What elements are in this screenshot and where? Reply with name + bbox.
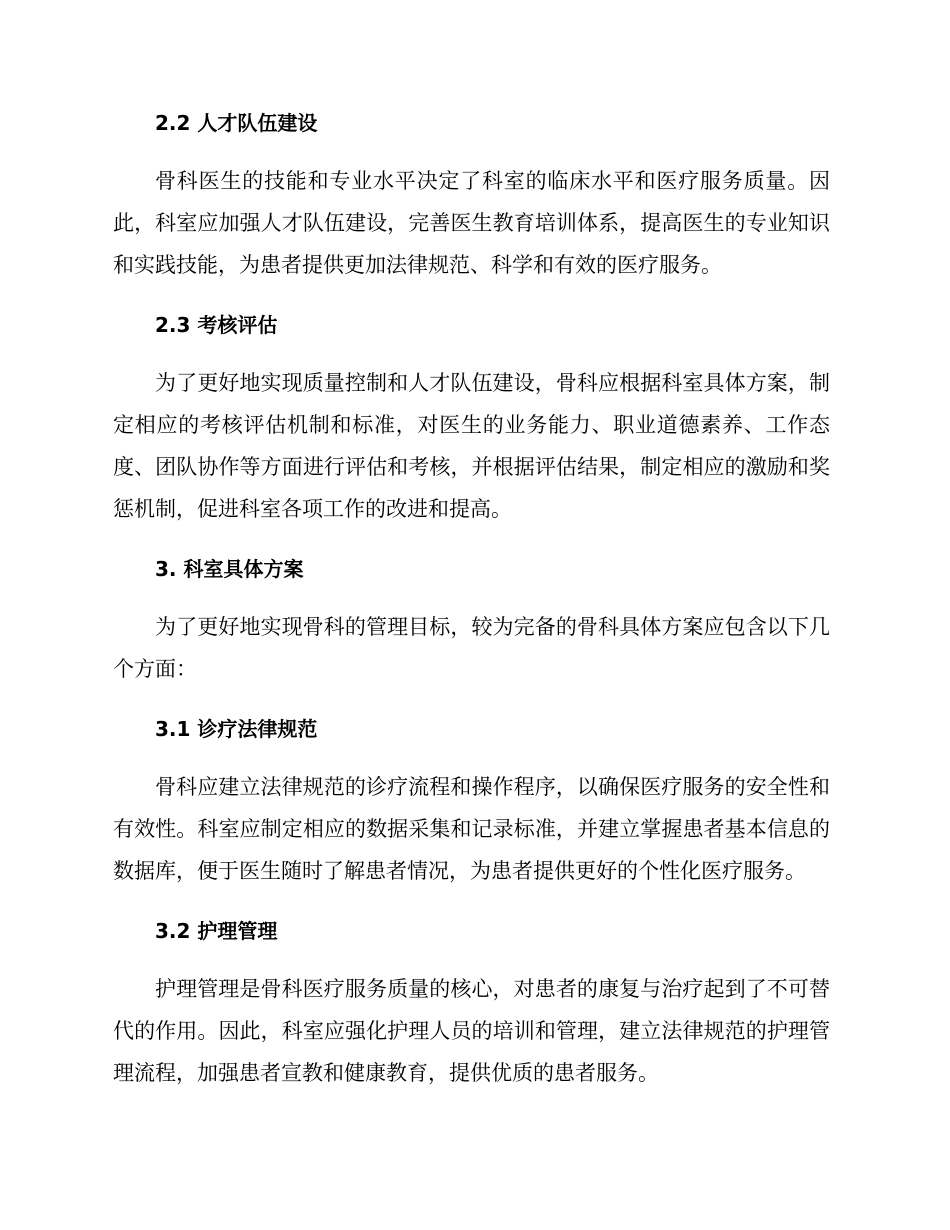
section-heading-3-1: 3.1 诊疗法律规范 (155, 717, 318, 741)
section-heading-3-2: 3.2 护理管理 (155, 919, 278, 943)
section-body-3-1: 骨科应建立法律规范的诊疗流程和操作程序，以确保医疗服务的安全性和有效性。科室应制定相应的数据采集和记录标准，并建立掌握患者基本信息的数据库，便于医生随时了解患者情况，为患者提供更好的个性化医疗服务。 (113, 775, 830, 883)
section-body-2-2: 骨科医生的技能和专业水平决定了科室的临床水平和医疗服务质量。因此，科室应加强人才队伍建设，完善医生教育培训体系，提高医生的专业知识和实践技能，为患者提供更加法律规范、科学和有效的医疗服务。 (113, 169, 830, 277)
section-heading-2-3: 2.3 考核评估 (155, 313, 278, 337)
section-body-3-2: 护理管理是骨科医疗服务质量的核心，对患者的康复与治疗起到了不可替代的作用。因此，科室应强化护理人员的培训和管理，建立法律规范的护理管理流程，加强患者宣教和健康教育，提供优质的患者服务。 (113, 977, 830, 1085)
section-heading-2-2: 2.2 人才队伍建设 (155, 111, 318, 135)
section-body-3: 为了更好地实现骨科的管理目标，较为完备的骨科具体方案应包含以下几个方面： (113, 615, 830, 681)
section-heading-3: 3. 科室具体方案 (155, 557, 304, 581)
section-body-2-3: 为了更好地实现质量控制和人才队伍建设，骨科应根据科室具体方案，制定相应的考核评估机制和标准，对医生的业务能力、职业道德素养、工作态度、团队协作等方面进行评估和考核，并根据评估结果，制定相应的激励和奖惩机制，促进科室各项工作的改进和提高。 (113, 371, 830, 521)
